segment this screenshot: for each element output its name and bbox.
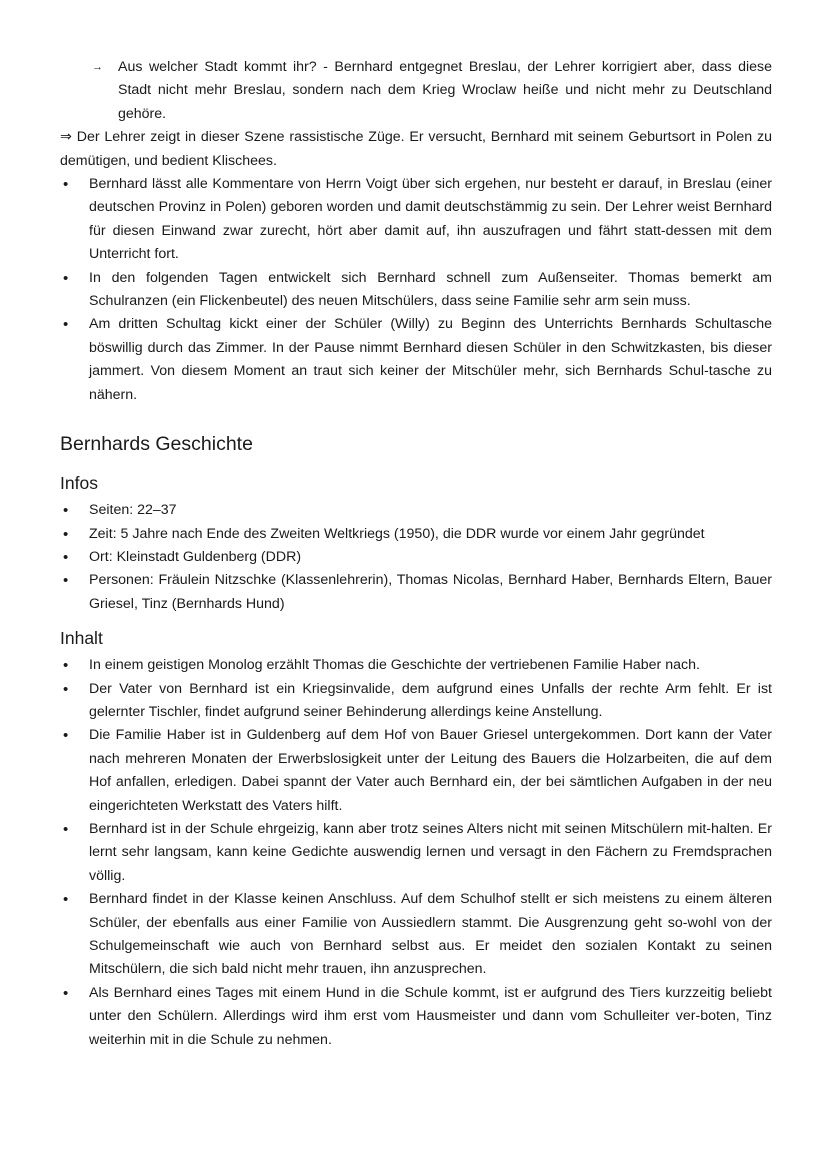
- list-item: [60, 173, 772, 267]
- list-item-text: Am dritten Schultag kickt einer der Schüler (Willy) zu Beginn des Unterrichts Bernhards Schultasche böswillig durch das Zimmer. In der Pause nimmt Bernhard diesen Schüler in den Schwitzkasten, bis dieser jammert. Von diesem Moment an traut sich keiner der Mitschüler mehr, sich Bernhards Schul-tasche zu nähern.: [89, 316, 772, 403]
- arrow-list-item: [60, 56, 772, 126]
- list-item-text: Personen: Fräulein Nitzschke (Klassenlehrerin), Thomas Nicolas, Bernhard Haber, Bernhards Eltern, Bauer Griesel, Tinz (Bernhards Hund): [89, 572, 772, 612]
- list-item: [60, 982, 772, 1052]
- list-item: [60, 818, 772, 888]
- list-item: [60, 569, 772, 616]
- list-item-text: Als Bernhard eines Tages mit einem Hund in die Schule kommt, ist er aufgrund des Tiers kurzzeitig beliebt unter den Schülern. Allerdings wird ihm erst vom Hausmeister und dann vom Schulleiter ver-boten, Tinz weiterhin mit in die Schule zu nehmen.: [89, 984, 772, 1048]
- list-item-text: Die Familie Haber ist in Guldenberg auf dem Hof von Bauer Griesel untergekommen. Dort kann der Vater nach mehreren Monaten der Erwerbslosigkeit unter der Leitung des Bauers die Holzarbeiten, die auf dem Hof anfallen, erledigen. Dabei spannt der Vater auch Bernhard ein, der bei sämtlichen Aufgaben in der neu eingerichteten Werkstatt des Vaters hilft.: [89, 727, 772, 814]
- list-item-text: Der Vater von Bernhard ist ein Kriegsinvalide, dem aufgrund eines Unfalls der rechte Arm fehlt. Er ist gelernter Tischler, findet aufgrund seiner Behinderung allerdings keine Anstellung.: [89, 680, 772, 720]
- list-item: [60, 267, 772, 314]
- document-page: [60, 56, 772, 1052]
- list-item: [60, 888, 772, 982]
- bullet-icon: •: [63, 891, 69, 909]
- list-item-text: In einem geistigen Monolog erzählt Thomas die Geschichte der vertriebenen Familie Haber nach.: [89, 657, 700, 674]
- bullet-icon: •: [63, 176, 69, 194]
- list-item: [60, 523, 772, 546]
- list-item: [60, 724, 772, 818]
- inhalt-list: [60, 654, 772, 1052]
- intro-bullet-list: [60, 173, 772, 407]
- list-item-text: Zeit: 5 Jahre nach Ende des Zweiten Weltkriegs (1950), die DDR wurde vor einem Jahr gegründet: [89, 525, 705, 542]
- list-item-text: Seiten: 22–37: [89, 502, 177, 519]
- list-item: [60, 499, 772, 522]
- list-item-text: In den folgenden Tagen entwickelt sich Bernhard schnell zum Außenseiter. Thomas bemerkt am Schulranzen (ein Flickenbeutel) des neuen Mitschülers, dass seine Familie sehr arm sein muss.: [89, 269, 772, 310]
- section-heading: Bernhards Geschichte: [60, 433, 253, 456]
- list-item: [60, 654, 772, 677]
- bullet-icon: •: [63, 269, 69, 287]
- bullet-icon: •: [63, 680, 69, 698]
- list-item: [60, 313, 772, 407]
- infos-heading: Infos: [60, 473, 98, 494]
- infos-list: [60, 499, 772, 616]
- bullet-icon: •: [63, 525, 69, 543]
- list-item-text: Bernhard lässt alle Kommentare von Herrn Voigt über sich ergehen, nur besteht er darauf, in Breslau (einer deutschen Provinz in Polen) geboren worden und damit deutschstämmig zu sein. Der Lehrer weist Bernhard für diesen Einwand zwar zurecht, hört aber damit auf, ihn auszufragen und fährt statt-dessen mit dem Unterricht fort.: [89, 176, 772, 263]
- list-item-text: Ort: Kleinstadt Guldenberg (DDR): [89, 548, 302, 565]
- list-item: [60, 546, 772, 569]
- arrow-icon: →: [92, 61, 103, 73]
- conclusion-paragraph: ⇒ Der Lehrer zeigt in dieser Szene rassistische Züge. Er versucht, Bernhard mit seinem Geburtsort in Polen zu demütigen, und bedient Klischees.: [60, 129, 772, 169]
- bullet-icon: •: [63, 548, 69, 566]
- list-item-text: Bernhard findet in der Klasse keinen Anschluss. Auf dem Schulhof stellt er sich meistens zu einem älteren Schüler, der ebenfalls aus einer Familie von Aussiedlern stammt. Die Ausgrenzung geht so-wohl von der Schulgemeinschaft wie auch von Bernhard selbst aus. Er meidet den sozialen Kontakt zu seinen Mitschülern, die sich bald nicht mehr trauen, ihn anzusprechen.: [89, 891, 772, 978]
- arrow-item-text: Aus welcher Stadt kommt ihr? - Bernhard entgegnet Breslau, der Lehrer korrigiert aber, dass diese Stadt nicht mehr Breslau, sondern nach dem Krieg Wroclaw heiße und nicht mehr zu Deutschland gehöre.: [118, 59, 772, 122]
- bullet-icon: •: [63, 316, 69, 334]
- list-item-text: Bernhard ist in der Schule ehrgeizig, kann aber trotz seines Alters nicht mit seinen Mitschülern mit-halten. Er lernt sehr langsam, kann keine Gedichte auswendig lernen und versagt in den Fächern zu Fremdsprachen völlig.: [89, 820, 772, 884]
- bullet-icon: •: [63, 502, 69, 520]
- bullet-icon: •: [63, 727, 69, 745]
- bullet-icon: •: [63, 572, 69, 590]
- bullet-icon: •: [63, 820, 69, 838]
- list-item: [60, 678, 772, 725]
- inhalt-heading: Inhalt: [60, 628, 103, 649]
- bullet-icon: •: [63, 657, 69, 675]
- bullet-icon: •: [63, 984, 69, 1002]
